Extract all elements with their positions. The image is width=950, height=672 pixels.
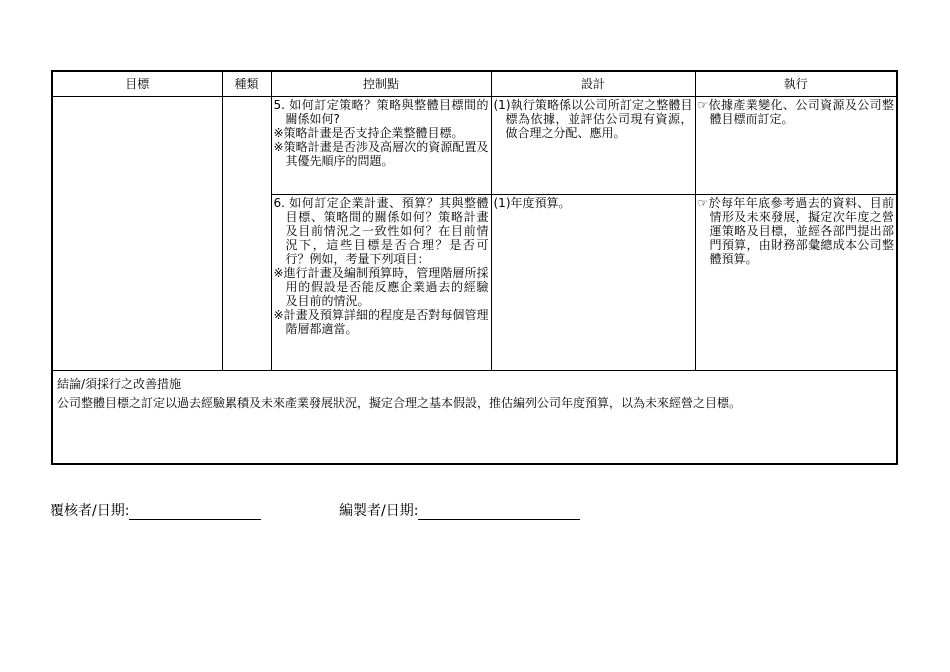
- reviewer-signoff: [50, 500, 261, 520]
- header-row: [53, 72, 896, 97]
- control-note: ※策略計畫是否支持企業整體目標。: [273, 126, 464, 140]
- design-cell: [491, 97, 695, 195]
- preparer-label: 編製者/日期:: [339, 503, 419, 519]
- control-question: 5. 如何訂定策略？策略與整體目標間的關係如何?: [273, 98, 489, 126]
- execution-cell: [695, 97, 896, 195]
- control-point-cell: [271, 97, 491, 195]
- control-point-cell: [271, 195, 491, 371]
- header-type: 種類: [222, 72, 271, 97]
- preparer-signoff: [339, 500, 580, 520]
- execution-text: ☞依據產業變化、公司資源及公司整體目標而訂定。: [697, 98, 894, 126]
- control-note: ※策略計畫是否涉及高層次的資源配置及其優先順序的問題。: [273, 140, 489, 168]
- preparer-signature-line: [418, 504, 580, 520]
- table-row: [53, 97, 896, 195]
- control-note: ※計畫及預算詳細的程度是否對每個管理階層都適當。: [273, 308, 489, 336]
- design-text: (1)年度預算。: [493, 196, 571, 210]
- control-question: 6. 如何訂定企業計畫、預算？其與整體目標、策略間的關係如何？策略計畫及目前情況之一致性如何？在目前情況下，這些目標是否合理？是否可行？例如，考量下列項目：: [273, 196, 489, 266]
- control-note: ※進行計畫及編制預算時，管理階層所採用的假設是否能反應企業過去的經驗及目前的情況。: [273, 266, 489, 308]
- objective-cell: [53, 97, 222, 371]
- design-cell: [491, 195, 695, 371]
- reviewer-signature-line: [129, 504, 261, 520]
- conclusion-section: [53, 371, 896, 416]
- audit-form: [51, 70, 898, 465]
- type-cell: [222, 97, 271, 371]
- header-control-point: 控制點: [271, 72, 491, 97]
- header-design: 設計: [491, 72, 695, 97]
- reviewer-label: 覆核者/日期:: [50, 503, 130, 519]
- execution-cell: [695, 195, 896, 371]
- conclusion-title: 結論/須採行之改善措施: [57, 377, 182, 391]
- header-objective: 目標: [53, 72, 222, 97]
- conclusion-text: 公司整體目標之訂定以過去經驗累積及未來產業發展狀況，擬定合理之基本假設，推估編列公司年度預算，以為未來經營之目標。: [57, 396, 742, 410]
- design-text: (1)執行策略係以公司所訂定之整體目標為依據，並評估公司現有資源，做合理之分配、應用。: [493, 98, 693, 140]
- control-table: [53, 72, 896, 371]
- execution-text: ☞於每年年底參考過去的資料、目前情形及未來發展，擬定次年度之營運策略及目標，並經各部門提出部門預算，由財務部彙總成本公司整體預算。: [697, 196, 894, 266]
- header-execution: 執行: [695, 72, 896, 97]
